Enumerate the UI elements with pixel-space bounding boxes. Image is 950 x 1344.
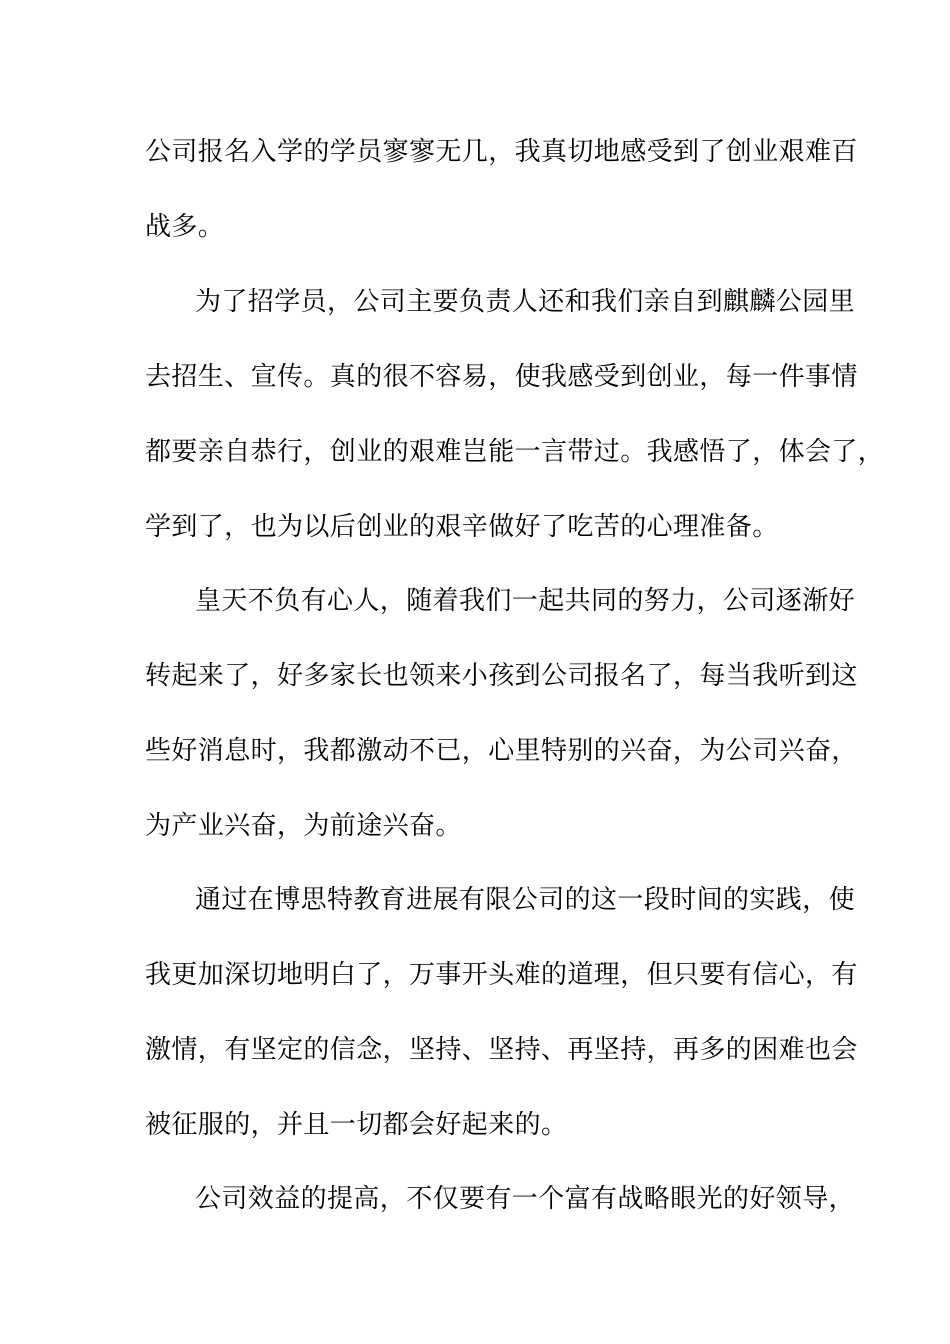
paragraph-2-line-4: 学到了，也为以后创业的艰辛做好了吃苦的心理准备。 <box>145 512 779 542</box>
paragraph-1-line-2: 战多。 <box>145 212 225 242</box>
paragraph-3-line-2: 转起来了，好多家长也领来小孩到公司报名了，每当我听到这 <box>145 661 858 691</box>
paragraph-5-line-1: 公司效益的提高，不仅要有一个富有战略眼光的好领导， <box>195 1184 856 1214</box>
paragraph-4-line-2: 我更加深切地明白了，万事开头难的道理，但只要有信心，有 <box>145 960 858 990</box>
paragraph-2-line-3: 都要亲自恭行，创业的艰难岂能一言带过。我感悟了，体会了， <box>145 437 885 467</box>
paragraph-4-line-4: 被征服的，并且一切都会好起来的。 <box>145 1110 568 1140</box>
paragraph-2-line-1: 为了招学员，公司主要负责人还和我们亲自到麒麟公园里 <box>195 287 856 317</box>
paragraph-3-line-4: 为产业兴奋，为前途兴奋。 <box>145 811 462 841</box>
paragraph-1-line-1: 公司报名入学的学员寥寥无几，我真切地感受到了创业艰难百 <box>145 137 858 167</box>
paragraph-2-line-2: 去招生、宣传。真的很不容易，使我感受到创业，每一件事情 <box>145 362 858 392</box>
paragraph-4-line-3: 激情，有坚定的信念，坚持、坚持、再坚持，再多的困难也会 <box>145 1035 858 1065</box>
paragraph-3-line-3: 些好消息时，我都激动不已，心里特别的兴奋，为公司兴奋， <box>145 736 858 766</box>
paragraph-4-line-1: 通过在博思特教育进展有限公司的这一段时间的实践，使 <box>195 885 856 915</box>
paragraph-3-line-1: 皇天不负有心人，随着我们一起共同的努力，公司逐渐好 <box>195 586 856 616</box>
